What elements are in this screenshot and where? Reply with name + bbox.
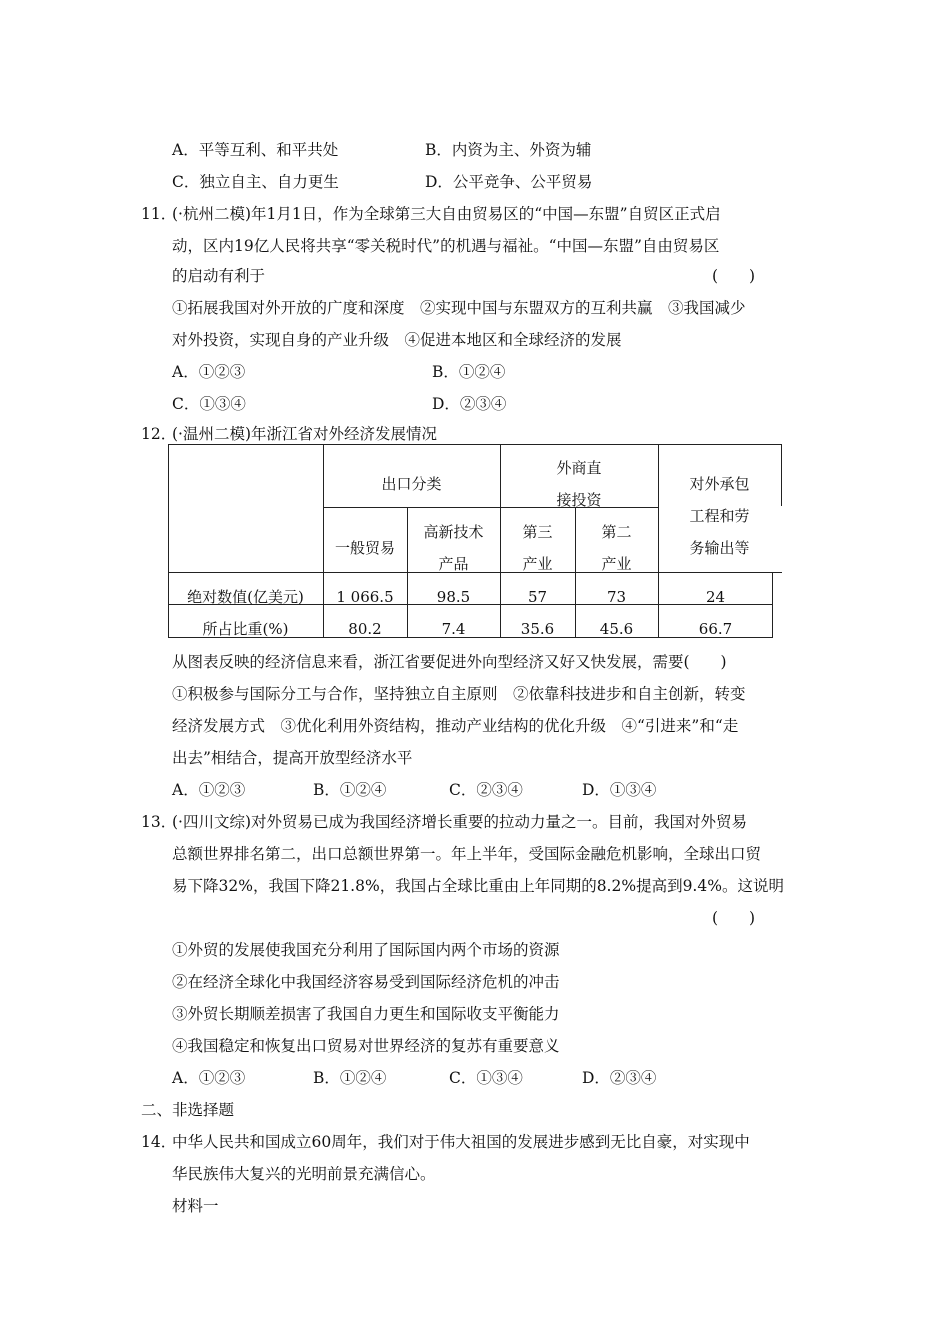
table-row2-label: 所占比重(%) xyxy=(202,620,289,638)
section-heading: 二、非选择题 xyxy=(141,1101,235,1119)
table-row2-cell: 7.4 xyxy=(441,620,466,638)
q11-option-c: C．①③④ xyxy=(172,395,246,413)
q13-line-2: 总额世界排名第二，出口总额世界第一。年上半年，受国际金融危机影响，全球出口贸 xyxy=(172,845,762,863)
table-header-hitech-line1: 高新技术 xyxy=(423,523,484,541)
table-header-contract-line3: 务输出等 xyxy=(689,539,750,557)
q12-stem: 从图表反映的经济信息来看，浙江省要促进外向型经济又好又快发展，需要( ) xyxy=(172,653,727,671)
q13-item-3: ③外贸长期顺差损害了我国自力更生和国际收支平衡能力 xyxy=(172,1005,560,1023)
q13-option-a: A．①②③ xyxy=(172,1069,246,1087)
table-row1-cell: 98.5 xyxy=(436,588,471,606)
table-header-general-trade: 一般贸易 xyxy=(334,539,395,557)
q11-answer-paren: ( ) xyxy=(712,267,756,285)
table-row1-cell: 1 066.5 xyxy=(336,588,394,606)
q11-option-a: A．①②③ xyxy=(172,363,246,381)
table-header-contract-line1: 对外承包 xyxy=(689,475,750,493)
q14-number: 14． xyxy=(141,1133,177,1151)
q13-item-4: ④我国稳定和恢复出口贸易对世界经济的复苏有重要意义 xyxy=(172,1037,560,1055)
table-row1-cell: 73 xyxy=(606,588,627,606)
q13-option-d: D．②③④ xyxy=(582,1069,657,1087)
table-header-fdi-line1: 外商直 xyxy=(556,459,602,477)
q14-line-2: 华民族伟大复兴的光明前景充满信心。 xyxy=(172,1165,436,1183)
q12-item-line-3: 出去”相结合，提高开放型经济水平 xyxy=(172,749,413,767)
q12-number: 12． xyxy=(141,425,177,443)
q12-title: (·温州二模)年浙江省对外经济发展情况 xyxy=(172,425,438,443)
table-row2-cell: 66.7 xyxy=(698,620,733,638)
q13-option-c: C．①③④ xyxy=(449,1069,523,1087)
table-row1-label: 绝对数值(亿美元) xyxy=(187,588,304,606)
q11-line-3: 的启动有利于 xyxy=(172,267,266,285)
table-header-hitech-line2: 产品 xyxy=(438,555,469,573)
q10-option-d: D．公平竞争、公平贸易 xyxy=(425,173,593,191)
q11-number: 11． xyxy=(141,205,177,223)
q13-line-1: (·四川文综)对外贸易已成为我国经济增长重要的拉动力量之一。目前，我国对外贸易 xyxy=(172,813,748,831)
q11-item-line-2: 对外投资，实现自身的产业升级 ④促进本地区和全球经济的发展 xyxy=(172,331,622,349)
q12-option-a: A．①②③ xyxy=(172,781,246,799)
q13-line-3: 易下降32%，我国下降21.8%，我国占全球比重由上年同期的8.2%提高到9.4%。这说明 xyxy=(172,877,784,895)
table-header-fdi-line2: 接投资 xyxy=(556,491,602,509)
q12-option-b: B．①②④ xyxy=(313,781,387,799)
q12-option-c: C．②③④ xyxy=(449,781,523,799)
q13-item-2: ②在经济全球化中我国经济容易受到国际经济危机的冲击 xyxy=(172,973,560,991)
table-row1-cell: 57 xyxy=(527,588,548,606)
table-header-contract-line2: 工程和劳 xyxy=(689,507,750,525)
table-row2-cell: 80.2 xyxy=(348,620,382,638)
q13-item-1: ①外贸的发展使我国充分利用了国际国内两个市场的资源 xyxy=(172,941,560,959)
q12-option-d: D．①③④ xyxy=(582,781,657,799)
q13-number: 13． xyxy=(141,813,177,831)
q11-line-1: (·杭州二模)年1月1日，作为全球第三大自由贸易区的“中国—东盟”自贸区正式启 xyxy=(172,205,721,223)
q14-line-1: 中华人民共和国成立60周年，我们对于伟大祖国的发展进步感到无比自豪，对实现中 xyxy=(172,1133,750,1151)
q13-option-b: B．①②④ xyxy=(313,1069,387,1087)
q14-material-label: 材料一 xyxy=(172,1197,219,1215)
q10-option-c: C．独立自主、自力更生 xyxy=(172,173,339,191)
q12-item-line-1: ①积极参与国际分工与合作，坚持独立自主原则 ②依靠科技进步和自主创新，转变 xyxy=(172,685,746,703)
q10-option-a: A．平等互利、和平共处 xyxy=(172,141,339,159)
table-row1-cell: 24 xyxy=(705,588,726,606)
q13-answer-paren: ( ) xyxy=(712,909,756,927)
table-header-secondary-line2: 产业 xyxy=(601,555,632,573)
q11-option-b: B．①②④ xyxy=(432,363,506,381)
q11-line-2: 动，区内19亿人民将共享“零关税时代”的机遇与福祉。“中国—东盟”自由贸易区 xyxy=(172,237,720,255)
q11-option-d: D．②③④ xyxy=(432,395,507,413)
q12-item-line-2: 经济发展方式 ③优化利用外资结构，推动产业结构的优化升级 ④“引进来”和“走 xyxy=(172,717,739,735)
table-header-tertiary-line2: 产业 xyxy=(522,555,553,573)
table-header-tertiary-line1: 第三 xyxy=(522,523,553,541)
table-row2-cell: 45.6 xyxy=(599,620,634,638)
q10-option-b: B．内资为主、外资为辅 xyxy=(425,141,592,159)
q11-item-line-1: ①拓展我国对外开放的广度和深度 ②实现中国与东盟双方的互利共赢 ③我国减少 xyxy=(172,299,746,317)
table-header-secondary-line1: 第二 xyxy=(601,523,632,541)
table-row2-cell: 35.6 xyxy=(520,620,555,638)
table-header-export: 出口分类 xyxy=(381,475,442,493)
